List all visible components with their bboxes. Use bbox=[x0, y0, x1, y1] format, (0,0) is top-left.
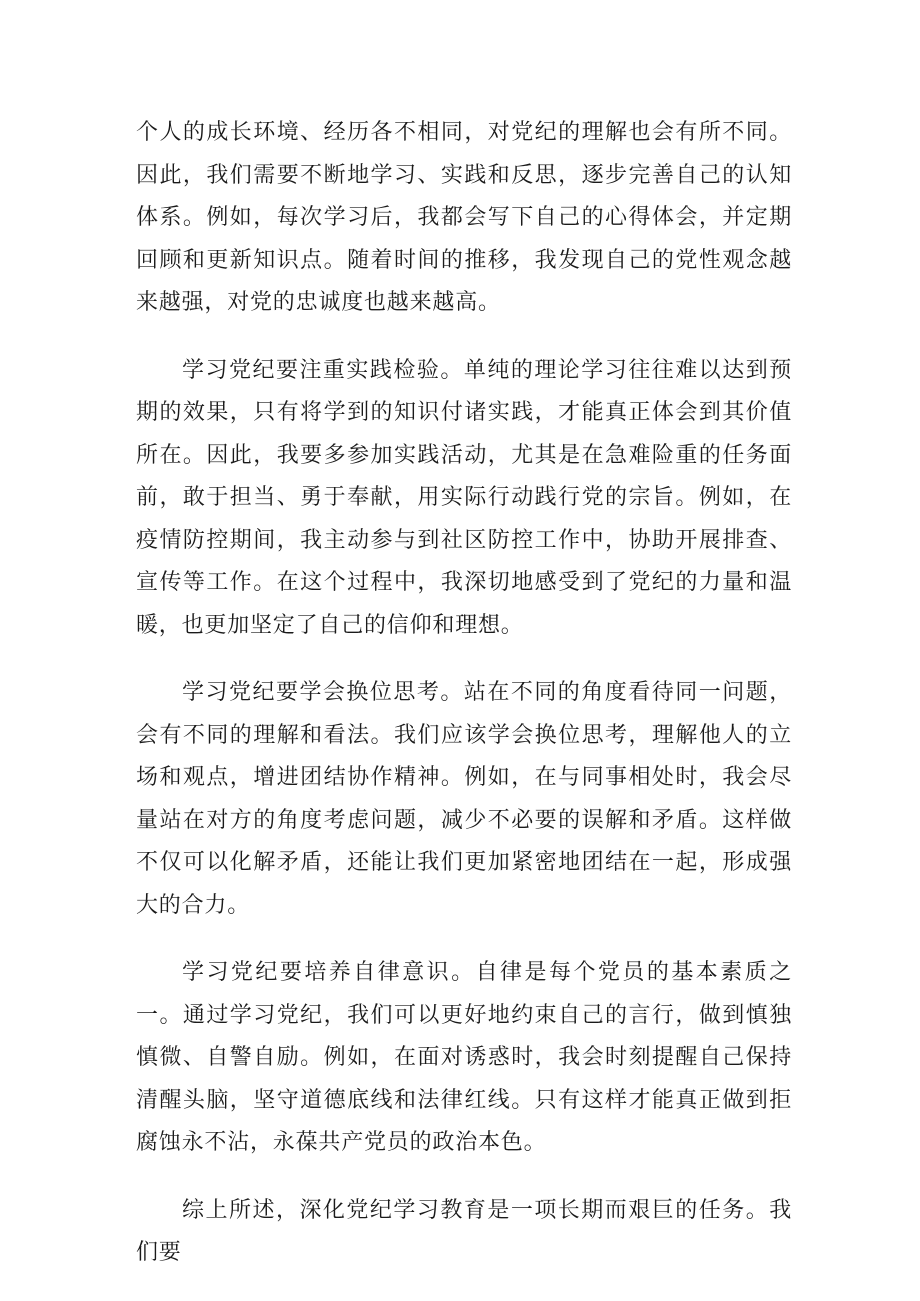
paragraph-5: 综上所述，深化党纪学习教育是一项长期而艰巨的任务。我们要 bbox=[136, 1197, 792, 1265]
paragraph-4: 学习党纪要培养自律意识。自律是每个党员的基本素质之一。通过学习党纪，我们可以更好地约束自己的言行，做到慎独慎微、自警自励。例如，在面对诱惑时，我会时刻提醒自己保持清醒头脑，坚守道德底线和法律红线。只有这样才能真正做到拒腐蚀永不沾，永葆共产党员的政治本色。 bbox=[136, 960, 792, 1155]
document-body bbox=[136, 112, 792, 1275]
paragraph-1: 个人的成长环境、经历各不相同，对党纪的理解也会有所不同。因此，我们需要不断地学习、实践和反思，逐步完善自己的认知体系。例如，每次学习后，我都会写下自己的心得体会，并定期回顾和更新知识点。随着时间的推移，我发现自己的党性观念越来越强，对党的忠诚度也越来越高。 bbox=[136, 120, 792, 315]
paragraph-3: 学习党纪要学会换位思考。站在不同的角度看待同一问题，会有不同的理解和看法。我们应该学会换位思考，理解他人的立场和观点，增进团结协作精神。例如，在与同事相处时，我会尽量站在对方的角度考虑问题，减少不必要的误解和矛盾。这样做不仅可以化解矛盾，还能让我们更加紧密地团结在一起，形成强大的合力。 bbox=[136, 680, 792, 918]
paragraph-2: 学习党纪要注重实践检验。单纯的理论学习往往难以达到预期的效果，只有将学到的知识付诸实践，才能真正体会到其价值所在。因此，我要多参加实践活动，尤其是在急难险重的任务面前，敢于担当、勇于奉献，用实际行动践行党的宗旨。例如，在疫情防控期间，我主动参与到社区防控工作中，协助开展排查、宣传等工作。在这个过程中，我深切地感受到了党纪的力量和温暖，也更加坚定了自己的信仰和理想。 bbox=[136, 357, 792, 638]
